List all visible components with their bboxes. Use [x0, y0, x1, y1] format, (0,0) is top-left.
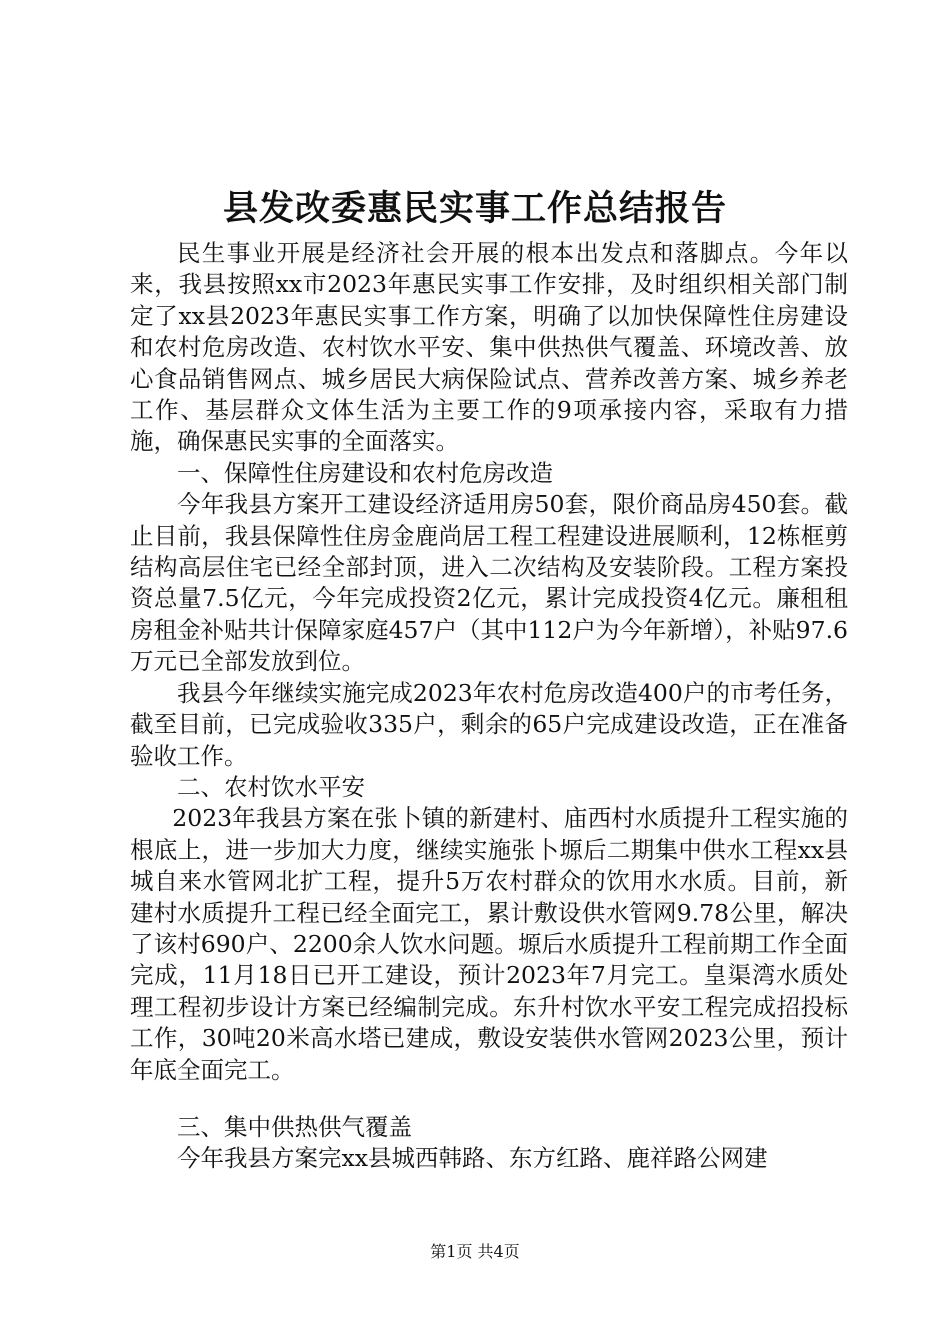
intro-paragraph: 民生事业开展是经济社会开展的根本出发点和落脚点。今年以来，我县按照xx市2023年惠民实事工作安排，及时组织相关部门制定了xx县2023年惠民实事工作方案，明确了以加快保障性住房建设和农村危房改造、农村饮水平安、集中供热供气覆盖、环境改善、放心食品销售网点、城乡居民大病保险试点、营养改善方案、城乡养老工作、基层群众文体生活为主要工作的9项承接内容，采取有力措施，确保惠民实事的全面落实。	[130, 239, 848, 456]
water-paragraph: 2023年我县方案在张卜镇的新建村、庙西村水质提升工程实施的根底上，进一步加大力度，继续实施张卜塬后二期集中供水工程xx县城自来水管网北扩工程，提升5万农村群众的饮用水水质。目前，新建村水质提升工程已经全面完工，累计敷设供水管网9.78公里，解决了该村690户、2200余人饮水问题。塬后水质提升工程前期工作全面完成，11月18日已开工建设，预计2023年7月完工。皇渠湾水质处理工程初步设计方案已经编制完成。东升村饮水平安工程完成招投标工作，30吨20米高水塔已建成，敷设安装供水管网2023公里，预计年底全面完工。	[130, 804, 848, 1084]
page-footer: 第1页 共4页	[430, 1242, 520, 1261]
document-body	[130, 238, 848, 1175]
housing-paragraph: 今年我县方案开工建设经济适用房50套，限价商品房450套。截止目前，我县保障性住房金鹿尚居工程工程建设进展顺利，12栋框剪结构高层住宅已经全部封顶，进入二次结构及安装阶段。工程方案投资总量7.5亿元，今年完成投资2亿元，累计完成投资4亿元。廉租租房租金补贴共计保障家庭457户（其中112户为今年新增），补贴97.6万元已全部发放到位。	[130, 490, 848, 676]
section-heading-1: 一、保障性住房建设和农村危房改造	[177, 458, 553, 487]
page-title: 县发改委惠民实事工作总结报告	[222, 188, 727, 229]
section-heading-2: 二、农村饮水平安	[177, 772, 365, 801]
renovation-paragraph: 我县今年继续实施完成2023年农村危房改造400户的市考任务，截至目前，已完成验收335户，剩余的65户完成建设改造，正在准备验收工作。	[130, 678, 848, 770]
section-heading-3: 三、集中供热供气覆盖	[177, 1112, 412, 1141]
heating-paragraph: 今年我县方案完xx县城西韩路、东方红路、鹿祥路公网建	[177, 1144, 768, 1173]
